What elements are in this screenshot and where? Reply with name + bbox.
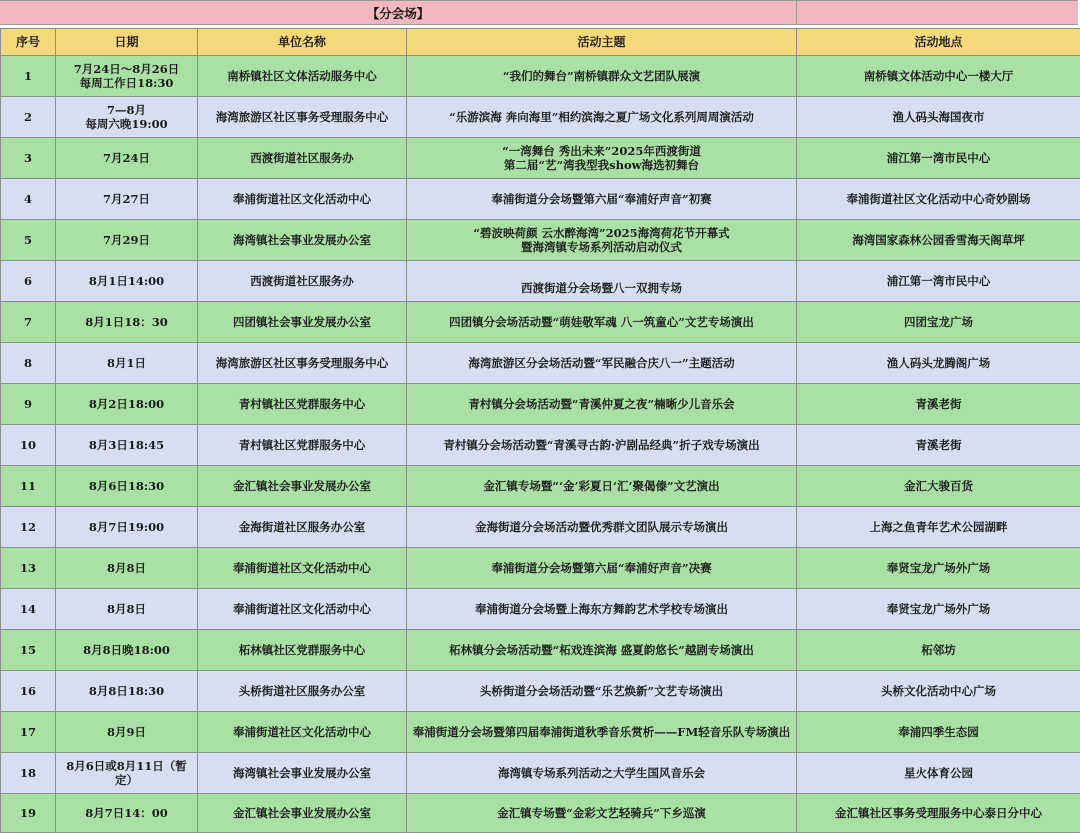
header-theme: 活动主题 <box>407 29 797 56</box>
cell-place: 头桥文化活动中心广场 <box>797 671 1080 712</box>
cell-no: 6 <box>1 261 56 302</box>
cell-theme: 头桥街道分会场活动暨“乐艺焕新”文艺专场演出 <box>407 671 797 712</box>
cell-theme: “乐游滨海 奔向海里”相约滨海之夏广场文化系列周周演活动 <box>407 97 797 138</box>
cell-org: 海湾镇社会事业发展办公室 <box>198 753 407 794</box>
table-row <box>1 261 1080 302</box>
cell-org: 头桥街道社区服务办公室 <box>198 671 407 712</box>
cell-org: 青村镇社区党群服务中心 <box>198 425 407 466</box>
cell-no: 14 <box>1 589 56 630</box>
cell-org: 奉浦街道社区文化活动中心 <box>198 712 407 753</box>
schedule-table <box>0 28 1080 833</box>
cell-place: 金汇大骏百货 <box>797 466 1080 507</box>
cell-date: 7月24日 <box>56 138 198 179</box>
cell-place: 奉贤宝龙广场外广场 <box>797 548 1080 589</box>
cell-date: 8月8日18:30 <box>56 671 198 712</box>
cell-place: 渔人码头海国夜市 <box>797 97 1080 138</box>
cell-theme: 金海街道分会场活动暨优秀群文团队展示专场演出 <box>407 507 797 548</box>
cell-org: 奉浦街道社区文化活动中心 <box>198 548 407 589</box>
cell-org: 海湾镇社会事业发展办公室 <box>198 220 407 261</box>
table-body <box>1 56 1080 833</box>
cell-org: 金汇镇社会事业发展办公室 <box>198 794 407 833</box>
cell-place: 奉浦四季生态园 <box>797 712 1080 753</box>
cell-no: 7 <box>1 302 56 343</box>
cell-place: 青溪老街 <box>797 384 1080 425</box>
cell-org: 海湾旅游区社区事务受理服务中心 <box>198 343 407 384</box>
cell-place: 奉贤宝龙广场外广场 <box>797 589 1080 630</box>
cell-no: 4 <box>1 179 56 220</box>
cell-theme: 青村镇分会场活动暨“青溪仲夏之夜”楠晰少儿音乐会 <box>407 384 797 425</box>
cell-date: 8月7日14：00 <box>56 794 198 833</box>
cell-place: 浦江第一湾市民中心 <box>797 261 1080 302</box>
cell-theme: 海湾旅游区分会场活动暨“军民融合庆八一”主题活动 <box>407 343 797 384</box>
cell-no: 13 <box>1 548 56 589</box>
cell-date: 8月2日18:00 <box>56 384 198 425</box>
cell-no: 1 <box>1 56 56 97</box>
cell-no: 3 <box>1 138 56 179</box>
table-row <box>1 179 1080 220</box>
cell-place: 柘邻坊 <box>797 630 1080 671</box>
cell-no: 12 <box>1 507 56 548</box>
cell-date: 8月8日晚18:00 <box>56 630 198 671</box>
cell-org: 奉浦街道社区文化活动中心 <box>198 589 407 630</box>
cell-theme: 西渡街道分会场暨八一双拥专场 <box>407 261 797 302</box>
cell-date: 8月8日 <box>56 589 198 630</box>
cell-place: 金汇镇社区事务受理服务中心泰日分中心 <box>797 794 1080 833</box>
cell-no: 2 <box>1 97 56 138</box>
cell-theme: 青村镇分会场活动暨“青溪寻古韵·沪剧品经典”折子戏专场演出 <box>407 425 797 466</box>
cell-theme: “碧波映荷颜 云水醉海湾”2025海湾荷花节开幕式 暨海湾镇专场系列活动启动仪式 <box>407 220 797 261</box>
cell-theme: 奉浦街道分会场暨第四届奉浦街道秋季音乐赏析——FM轻音乐队专场演出 <box>407 712 797 753</box>
section-title: 【分会场】 <box>0 1 797 24</box>
cell-date: 7月29日 <box>56 220 198 261</box>
cell-date: 8月9日 <box>56 712 198 753</box>
cell-date: 8月6日或8月11日（暂定） <box>56 753 198 794</box>
cell-no: 18 <box>1 753 56 794</box>
cell-theme: “一湾舞台 秀出未来”2025年西渡街道 第二届“艺”湾我型我show海选初舞台 <box>407 138 797 179</box>
cell-date: 7—8月 每周六晚19:00 <box>56 97 198 138</box>
table-row <box>1 548 1080 589</box>
cell-org: 青村镇社区党群服务中心 <box>198 384 407 425</box>
cell-org: 奉浦街道社区文化活动中心 <box>198 179 407 220</box>
table-row <box>1 466 1080 507</box>
cell-date: 8月3日18:45 <box>56 425 198 466</box>
table-row <box>1 712 1080 753</box>
cell-no: 5 <box>1 220 56 261</box>
cell-date: 7月27日 <box>56 179 198 220</box>
table-row <box>1 753 1080 794</box>
cell-place: 海湾国家森林公园香雪海天阁草坪 <box>797 220 1080 261</box>
cell-no: 17 <box>1 712 56 753</box>
cell-no: 9 <box>1 384 56 425</box>
header-date: 日期 <box>56 29 198 56</box>
cell-org: 西渡街道社区服务办 <box>198 138 407 179</box>
cell-date: 8月1日 <box>56 343 198 384</box>
header-place: 活动地点 <box>797 29 1080 56</box>
cell-theme: 奉浦街道分会场暨第六届“奉浦好声音”初赛 <box>407 179 797 220</box>
cell-date: 8月7日19:00 <box>56 507 198 548</box>
cell-date: 8月1日14:00 <box>56 261 198 302</box>
table-row <box>1 671 1080 712</box>
cell-place: 渔人码头龙腾阁广场 <box>797 343 1080 384</box>
cell-org: 南桥镇社区文体活动服务中心 <box>198 56 407 97</box>
cell-date: 8月1日18：30 <box>56 302 198 343</box>
header-row <box>1 29 1080 56</box>
cell-theme: 金汇镇专场暨“‘金’彩夏日‘汇’聚偈傣”文艺演出 <box>407 466 797 507</box>
cell-org: 金汇镇社会事业发展办公室 <box>198 466 407 507</box>
cell-org: 金海街道社区服务办公室 <box>198 507 407 548</box>
cell-no: 8 <box>1 343 56 384</box>
cell-theme: “我们的舞台”南桥镇群众文艺团队展演 <box>407 56 797 97</box>
table-row <box>1 138 1080 179</box>
cell-org: 柘林镇社区党群服务中心 <box>198 630 407 671</box>
cell-theme: 柘林镇分会场活动暨“柘戏连滨海 盛夏韵悠长”越剧专场演出 <box>407 630 797 671</box>
table-row <box>1 630 1080 671</box>
cell-theme: 金汇镇专场暨“金彩文艺轻骑兵”下乡巡演 <box>407 794 797 833</box>
cell-date: 8月6日18:30 <box>56 466 198 507</box>
cell-no: 15 <box>1 630 56 671</box>
header-no: 序号 <box>1 29 56 56</box>
cell-place: 南桥镇文体活动中心一楼大厅 <box>797 56 1080 97</box>
cell-theme: 海湾镇专场系列活动之大学生国风音乐会 <box>407 753 797 794</box>
cell-place: 青溪老街 <box>797 425 1080 466</box>
cell-date: 7月24日～8月26日 每周工作日18:30 <box>56 56 198 97</box>
table-row <box>1 97 1080 138</box>
table-row <box>1 302 1080 343</box>
title-empty-cell <box>797 1 1078 24</box>
table-row <box>1 507 1080 548</box>
table-row <box>1 589 1080 630</box>
table-row <box>1 56 1080 97</box>
table-row <box>1 425 1080 466</box>
cell-place: 浦江第一湾市民中心 <box>797 138 1080 179</box>
cell-org: 西渡街道社区服务办 <box>198 261 407 302</box>
cell-no: 11 <box>1 466 56 507</box>
cell-no: 19 <box>1 794 56 833</box>
table-row <box>1 384 1080 425</box>
cell-date: 8月8日 <box>56 548 198 589</box>
cell-theme: 四团镇分会场活动暨“萌娃敬军魂 八一筑童心”文艺专场演出 <box>407 302 797 343</box>
cell-no: 16 <box>1 671 56 712</box>
cell-place: 上海之鱼青年艺术公园湖畔 <box>797 507 1080 548</box>
cell-org: 四团镇社会事业发展办公室 <box>198 302 407 343</box>
cell-no: 10 <box>1 425 56 466</box>
cell-place: 四团宝龙广场 <box>797 302 1080 343</box>
table-row <box>1 220 1080 261</box>
title-row <box>0 0 1078 25</box>
table-row <box>1 343 1080 384</box>
table-row <box>1 794 1080 833</box>
cell-org: 海湾旅游区社区事务受理服务中心 <box>198 97 407 138</box>
cell-place: 星火体育公园 <box>797 753 1080 794</box>
header-org: 单位名称 <box>198 29 407 56</box>
cell-theme: 奉浦街道分会场暨上海东方舞韵艺术学校专场演出 <box>407 589 797 630</box>
cell-place: 奉浦街道社区文化活动中心奇妙剧场 <box>797 179 1080 220</box>
cell-theme: 奉浦街道分会场暨第六届“奉浦好声音”决赛 <box>407 548 797 589</box>
